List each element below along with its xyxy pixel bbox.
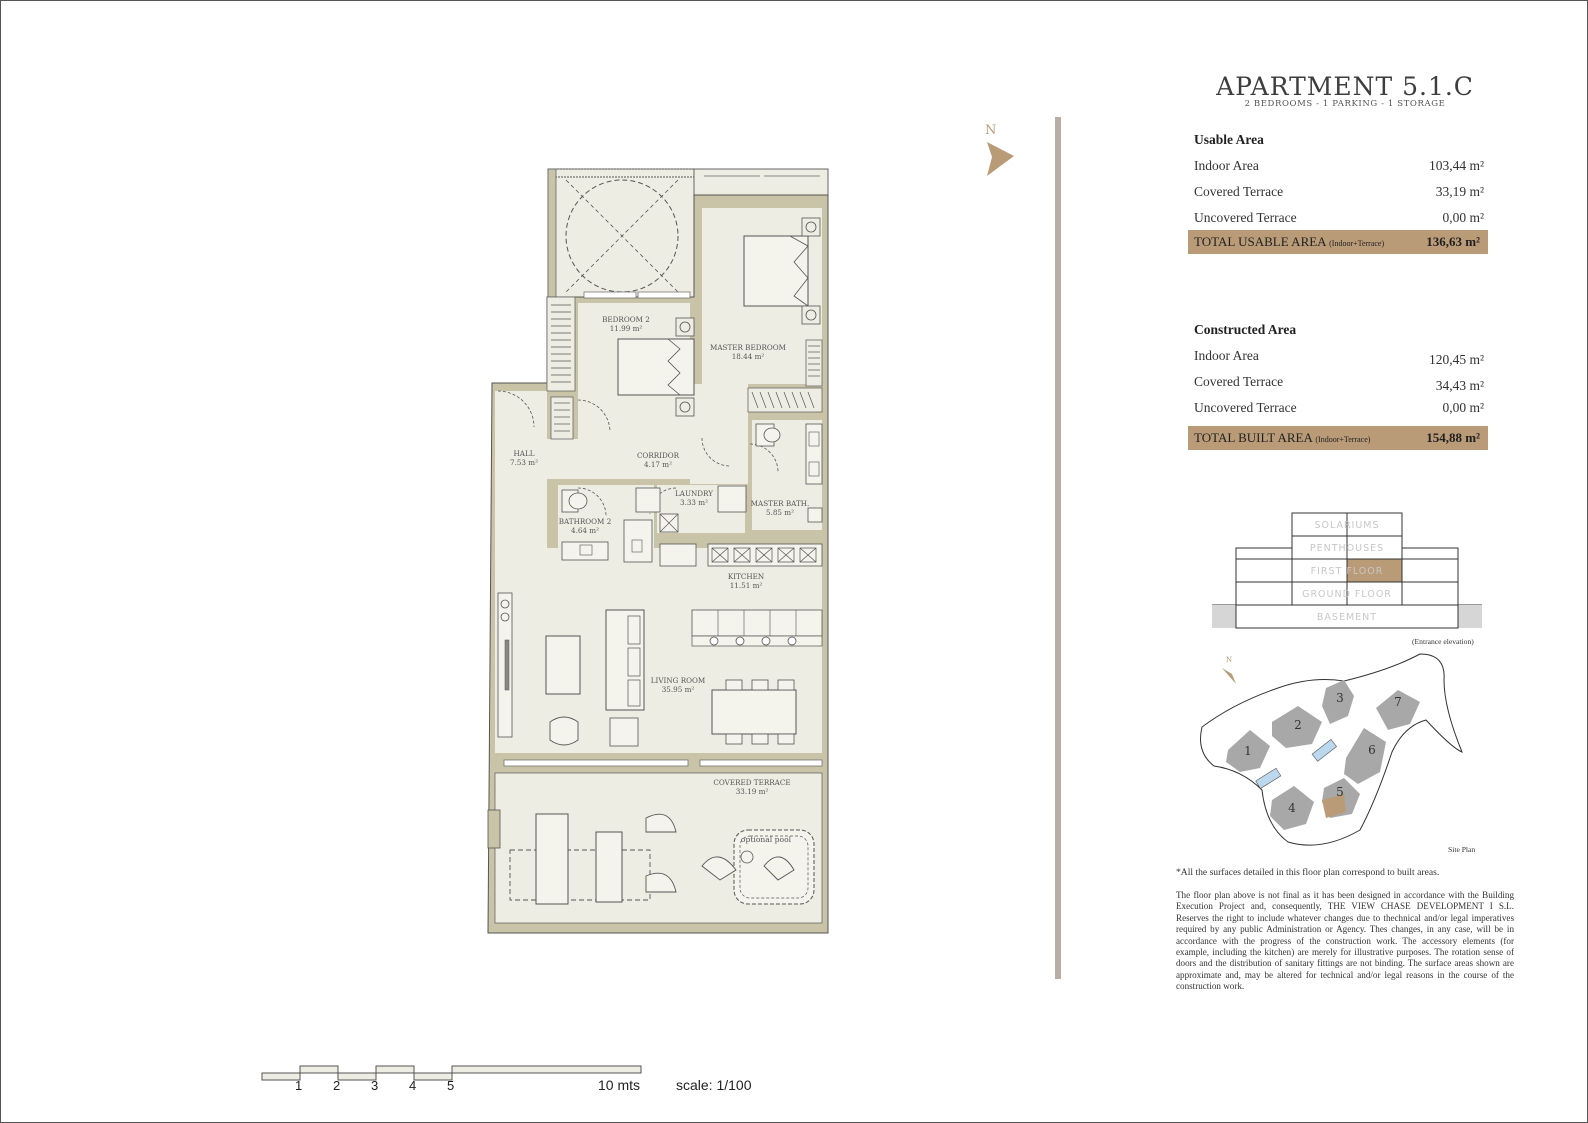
apartment-title: APARTMENT 5.1.C	[1216, 72, 1474, 101]
site-building-4: 4	[1288, 801, 1296, 815]
room-name-corridor: CORRIDOR	[636, 451, 680, 460]
usable-covered-label: Covered Terrace	[1194, 184, 1284, 199]
usable-total-label-group	[1194, 234, 1384, 250]
room-area-hall: 7.53 m²	[510, 458, 538, 467]
site-north-label: N	[1226, 656, 1233, 664]
room-name-master-bedroom: MASTER BEDROOM	[709, 343, 787, 352]
elevation-caption: (Entrance elevation)	[1412, 637, 1474, 646]
elevation-level-solariums: SOLARIUMS	[1314, 520, 1380, 531]
scale-end-label: 10 mts	[598, 1077, 641, 1093]
usable-indoor-value: 103,44 m²	[1428, 158, 1484, 173]
scale-tick-2: 2	[333, 1078, 341, 1093]
site-north-arrow-icon	[1222, 668, 1236, 684]
divider-bar	[1055, 117, 1061, 979]
room-name-living-room: LIVING ROOM	[650, 676, 706, 685]
room-name-bathroom-2: BATHROOM 2	[558, 517, 612, 526]
room-area-bathroom-2: 4.64 m²	[571, 526, 599, 535]
usable-covered-value: 33,19 m²	[1435, 184, 1484, 199]
room-name-laundry: LAUNDRY	[674, 489, 714, 498]
constructed-uncovered-label: Uncovered Terrace	[1194, 400, 1297, 415]
elevation-diagram	[1212, 513, 1482, 628]
room-area-master-bedroom: 18.44 m²	[731, 352, 765, 361]
north-label: N	[985, 123, 997, 138]
elevation-level-basement: BASEMENT	[1316, 612, 1378, 623]
constructed-uncovered-value: 0,00 m²	[1442, 400, 1484, 415]
scale-ratio: scale: 1/100	[676, 1077, 752, 1093]
room-area-kitchen: 11.51 m²	[729, 581, 763, 590]
usable-total-value: 136,63 m²	[1426, 234, 1480, 249]
site-building-7: 7	[1394, 695, 1402, 709]
scale-tick-5: 5	[447, 1078, 455, 1093]
constructed-indoor-label: Indoor Area	[1194, 348, 1259, 363]
constructed-indoor-value: 120,45 m²	[1428, 352, 1484, 367]
north-arrow-icon	[985, 123, 1014, 176]
constructed-total-label: TOTAL BUILT AREA	[1194, 430, 1313, 445]
room-area-bedroom-2: 11.99 m²	[609, 324, 643, 333]
usable-total-row	[1188, 230, 1488, 254]
usable-area-heading: Usable Area	[1194, 132, 1264, 147]
room-name-kitchen: KITCHEN	[727, 572, 765, 581]
usable-indoor-label: Indoor Area	[1194, 158, 1259, 173]
constructed-total-value: 154,88 m²	[1426, 430, 1480, 445]
site-building-6: 6	[1368, 743, 1376, 757]
elevation-level-ground-floor: GROUND FLOOR	[1302, 589, 1392, 600]
constructed-area-table	[1194, 322, 1496, 445]
usable-area-table	[1194, 132, 1496, 249]
usable-uncovered-value: 0,00 m²	[1442, 210, 1484, 225]
solarium-void	[548, 169, 694, 297]
legal-disclaimer: The floor plan above is not final as it has been designed in accordance with the Building Execution Project and, consequently, THE VIEW CHASE DEVELOPMENT I S.L. Reserves the right to include whatever changes due to thechnical and/or legal imperatives required by any public Administration or Agency. Thes changes, in any case, will be in accordance with the progress of the construction work. The accessory elements (for example, including the kitchen) are merely for illustrative purposes. The rotation sense of doors and the distribution of sanitary fittings are not binding. The surface areas shown are approximate and, may be altered for technical and/or legal reasons in the course of the construction work.	[1176, 890, 1514, 992]
site-building-1: 1	[1244, 744, 1252, 758]
optional-pool-label: optional pool	[740, 835, 792, 844]
usable-uncovered-label: Uncovered Terrace	[1194, 210, 1297, 225]
room-area-laundry: 3.33 m²	[680, 498, 708, 507]
scale-tick-1: 1	[295, 1078, 303, 1093]
apartment-plan	[488, 169, 828, 933]
elevation-level-first-floor: FIRST FLOOR	[1310, 566, 1384, 577]
constructed-area-heading: Constructed Area	[1194, 322, 1297, 337]
usable-total-label: TOTAL USABLE AREA	[1194, 234, 1326, 249]
site-building-3: 3	[1336, 691, 1344, 705]
usable-total-note: (Indoor+Terrace)	[1329, 239, 1385, 248]
elevation-level-penthouses: PENTHOUSES	[1309, 543, 1385, 554]
room-area-living-room: 35.95 m²	[661, 685, 695, 694]
site-building-2: 2	[1294, 718, 1302, 732]
room-name-covered-terrace: COVERED TERRACE	[713, 778, 791, 787]
scale-tick-4: 4	[409, 1078, 417, 1093]
constructed-covered-value: 34,43 m²	[1435, 378, 1484, 393]
constructed-total-note: (Indoor+Terrace)	[1315, 435, 1371, 444]
constructed-total-label-group	[1194, 430, 1370, 446]
constructed-covered-label: Covered Terrace	[1194, 374, 1284, 389]
constructed-total-row	[1188, 426, 1488, 450]
apartment-subtitle: 2 BEDROOMS - 1 PARKING - 1 STORAGE	[1244, 99, 1446, 109]
site-plan	[1201, 654, 1463, 845]
site-building-5: 5	[1336, 785, 1344, 799]
room-name-bedroom-2: BEDROOM 2	[602, 315, 650, 324]
surfaces-footnote: *All the surfaces detailed in this floor plan correspond to built areas.	[1176, 867, 1440, 878]
room-area-covered-terrace: 33.19 m²	[735, 787, 769, 796]
site-plan-caption: Site Plan	[1448, 845, 1476, 854]
room-name-hall: HALL	[513, 449, 535, 458]
scale-tick-3: 3	[371, 1078, 379, 1093]
room-name-master-bath: MASTER BATH.	[750, 499, 810, 508]
room-area-corridor: 4.17 m²	[644, 460, 672, 469]
room-area-master-bath: 5.85 m²	[766, 508, 794, 517]
